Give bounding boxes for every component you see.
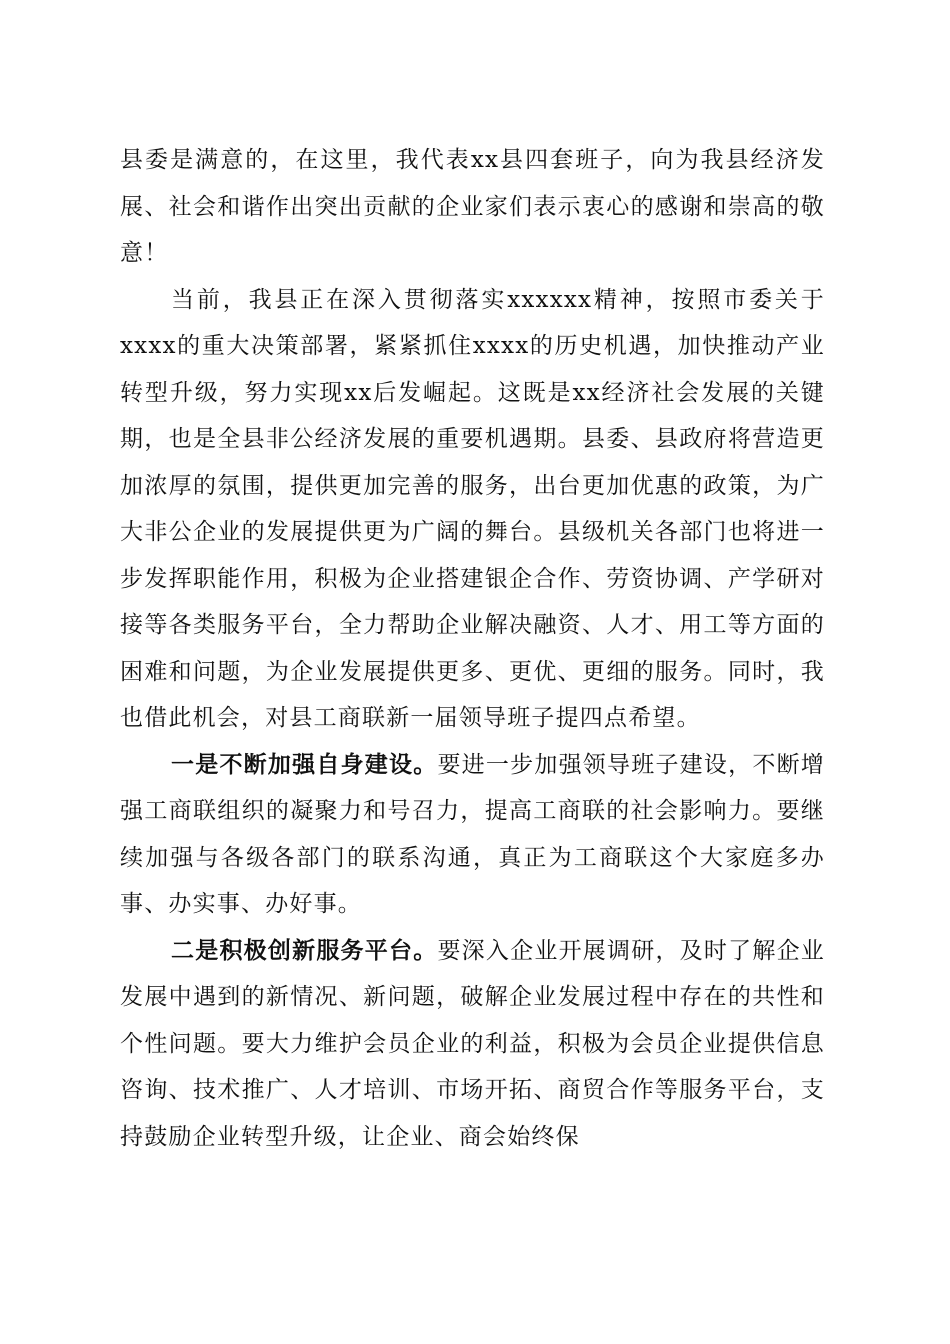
paragraph-hope-one: [120, 742, 825, 928]
paragraph-text: 要深入企业开展调研，及时了解企业发展中遇到的新情况、新问题，破解企业发展过程中存在的共性和个性问题。要大力维护会员企业的利益，积极为会员企业提供信息咨询、技术推广、人才培训、市场开拓、商贸合作等服务平台，支持鼓励企业转型升级，让企业、商会始终保: [120, 937, 825, 1150]
paragraph-text: 县委是满意的，在这里，我代表xx县四套班子，向为我县经济发展、社会和谐作出突出贡献的企业家们表示衷心的感谢和崇高的敬意！: [120, 147, 825, 266]
paragraph-text: 要进一步加强领导班子建设，不断增强工商联组织的凝聚力和号召力，提高工商联的社会影响力。要继续加强与各级各部门的联系沟通，真正为工商联这个大家庭多办事、办实事、办好事。: [120, 751, 825, 917]
paragraph-text: 当前，我县正在深入贯彻落实xxxxxx精神，按照市委关于xxxx的重大决策部署，紧紧抓住xxxx的历史机遇，加快推动产业转型升级，努力实现xx后发崛起。这既是xx经济社会发展的关键期，也是全县非公经济发展的重要机遇期。县委、县政府将营造更加浓厚的氛围，提供更加完善的服务，出台更加优惠的政策，为广大非公企业的发展提供更为广阔的舞台。县级机关各部门也将进一步发挥职能作用，积极为企业搭建银企合作、劳资协调、产学研对接等各类服务平台，全力帮助企业解决融资、人才、用工等方面的困难和问题，为企业发展提供更多、更优、更细的服务。同时，我也借此机会，对县工商联新一届领导班子提四点希望。: [120, 286, 825, 731]
paragraph-hope-two: [120, 928, 825, 1161]
paragraph-current-situation: [120, 277, 825, 742]
paragraph-continuation: [120, 137, 825, 277]
paragraph-lead: 二是积极创新服务平台。: [171, 936, 438, 964]
paragraph-lead: 一是不断加强自身建设。: [171, 750, 438, 778]
document-page: [120, 137, 825, 1160]
